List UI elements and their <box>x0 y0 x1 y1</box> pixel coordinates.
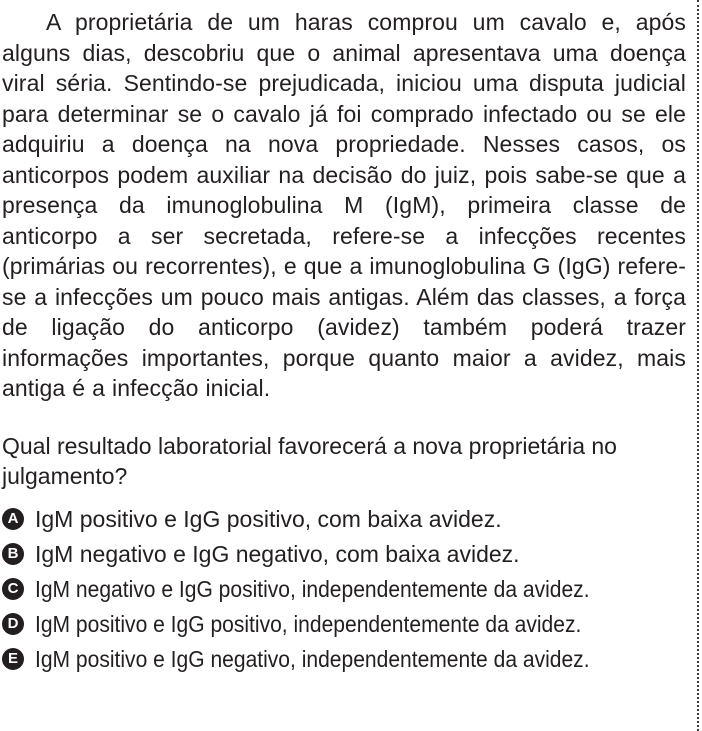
option-b-text: IgM negativo e IgG negativo, com baixa avidez. <box>35 541 520 567</box>
answer-options <box>2 502 686 677</box>
option-e[interactable] <box>2 642 686 677</box>
option-b-letter-badge: B <box>2 543 24 565</box>
option-e-letter-badge: E <box>2 648 24 670</box>
option-a[interactable] <box>2 502 686 537</box>
option-c-text: IgM negativo e IgG positivo, independentemente da avidez. <box>35 576 590 602</box>
question-statement: A proprietária de um haras comprou um cavalo e, após alguns dias, descobriu que o animal apresentava uma doença viral séria. Sentindo-se prejudicada, iniciou uma disputa judicial para determinar se o cavalo já foi comprado infectado ou se ele adquiriu a doença na nova propriedade. Nesses casos, os anticorpos podem auxiliar na decisão do juiz, pois sabe-se que a presença da imunoglobulina M (IgM), primeira classe de anticorpo a ser secretada, refere-se a infecções recentes (primárias ou recorrentes), e que a imunoglobulina G (IgG) refere-se a infecções um pouco mais antigas. Além das classes, a força de ligação do anticorpo (avidez) também poderá trazer informações importantes, porque quanto maior a avidez, mais antiga é a infecção inicial. <box>2 9 686 401</box>
option-e-text: IgM positivo e IgG negativo, independentemente da avidez. <box>35 646 590 672</box>
option-a-letter-badge: A <box>2 508 24 530</box>
question-prompt: Qual resultado laboratorial favorecerá a nova proprietária no julgamento? <box>2 432 617 489</box>
option-d[interactable] <box>2 607 686 642</box>
option-a-text: IgM positivo e IgG positivo, com baixa avidez. <box>35 506 502 532</box>
option-b[interactable] <box>2 537 686 572</box>
option-c-letter-badge: C <box>2 578 24 600</box>
column-divider <box>697 0 699 731</box>
option-d-text: IgM positivo e IgG positivo, independentemente da avidez. <box>35 611 582 637</box>
question-block <box>2 7 686 677</box>
option-d-letter-badge: D <box>2 613 24 635</box>
option-c[interactable] <box>2 572 686 607</box>
